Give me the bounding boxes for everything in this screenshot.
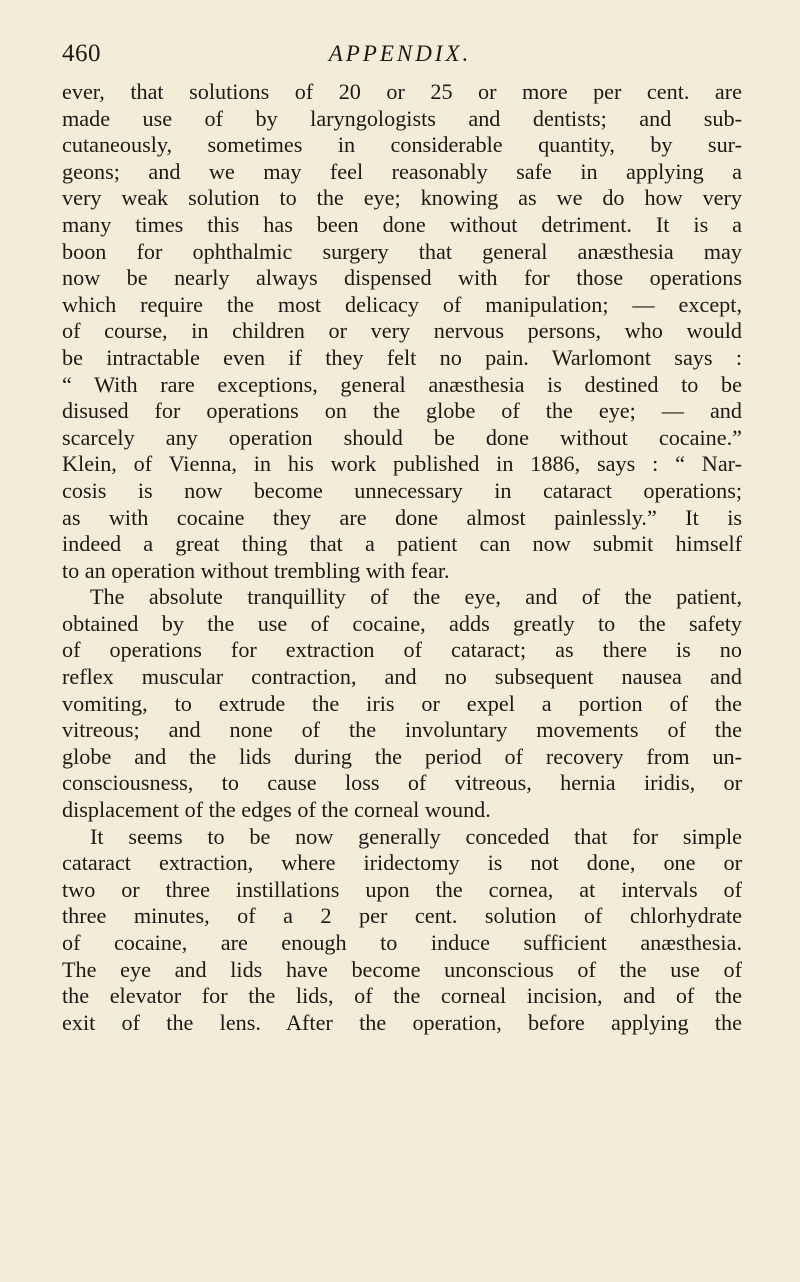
page-number: 460 [62, 40, 101, 67]
text-line: cataract extraction, where iridectomy is not done, one or [62, 850, 742, 876]
text-line: vomiting, to extrude the iris or expel a portion of the [62, 690, 742, 716]
text-line: globe and the lids during the period of recovery from un- [62, 743, 742, 769]
text-line: of cocaine, are enough to induce sufficient anæsthesia. [62, 930, 742, 955]
text-line: geons; and we may feel reasonably safe in applying a [62, 158, 742, 184]
body-text [62, 79, 742, 1036]
text-line: to an operation without trembling with fear. [62, 557, 450, 583]
text-line: ever, that solutions of 20 or 25 or more per cent. are [62, 79, 742, 104]
text-line: disused for operations on the globe of the eye; — and [62, 398, 742, 424]
text-line: the elevator for the lids, of the corneal incision, and of the [62, 983, 742, 1009]
running-head [62, 38, 738, 70]
text-line: The absolute tranquillity of the eye, and of the patient, [90, 584, 742, 610]
text-line: as with cocaine they are done almost painlessly.” It is [62, 504, 742, 530]
text-line: vitreous; and none of the involuntary movements of the [62, 717, 742, 743]
text-line: made use of by laryngologists and dentists; and sub- [62, 105, 742, 131]
text-line: consciousness, to cause loss of vitreous, hernia iridis, or [62, 770, 742, 796]
text-line: of operations for extraction of cataract; as there is no [62, 637, 742, 663]
text-line: obtained by the use of cocaine, adds greatly to the safety [62, 610, 742, 636]
text-line: now be nearly always dispensed with for those operations [62, 265, 742, 291]
text-line: It seems to be now generally conceded that for simple [90, 823, 742, 849]
text-line: Klein, of Vienna, in his work published in 1886, says : “ Nar- [62, 451, 742, 477]
text-line: of course, in children or very nervous persons, who would [62, 318, 742, 344]
text-line: indeed a great thing that a patient can now submit himself [62, 531, 742, 557]
text-line: be intractable even if they felt no pain. Warlomont says : [62, 344, 742, 370]
text-line: exit of the lens. After the operation, before applying the [62, 1009, 742, 1035]
text-line: cutaneously, sometimes in considerable quantity, by sur- [62, 132, 742, 158]
text-line: reflex muscular contraction, and no subsequent nausea and [62, 664, 742, 690]
running-title: APPENDIX. [328, 41, 472, 66]
text-line: displacement of the edges of the corneal wound. [62, 797, 491, 823]
text-line: The eye and lids have become unconscious of the use of [62, 956, 742, 982]
text-line: two or three instillations upon the cornea, at intervals of [62, 876, 742, 902]
text-line: many times this has been done without detriment. It is a [62, 211, 742, 237]
text-line: which require the most delicacy of manipulation; — except, [62, 291, 742, 317]
text-line: cosis is now become unnecessary in cataract operations; [62, 477, 742, 503]
text-line: three minutes, of a 2 per cent. solution of chlorhydrate [62, 903, 742, 929]
text-line: boon for ophthalmic surgery that general anæsthesia may [62, 238, 742, 264]
text-line: “ With rare exceptions, general anæsthesia is destined to be [62, 371, 742, 397]
text-line: scarcely any operation should be done without cocaine.” [62, 424, 742, 450]
text-line: very weak solution to the eye; knowing as we do how very [62, 185, 742, 211]
